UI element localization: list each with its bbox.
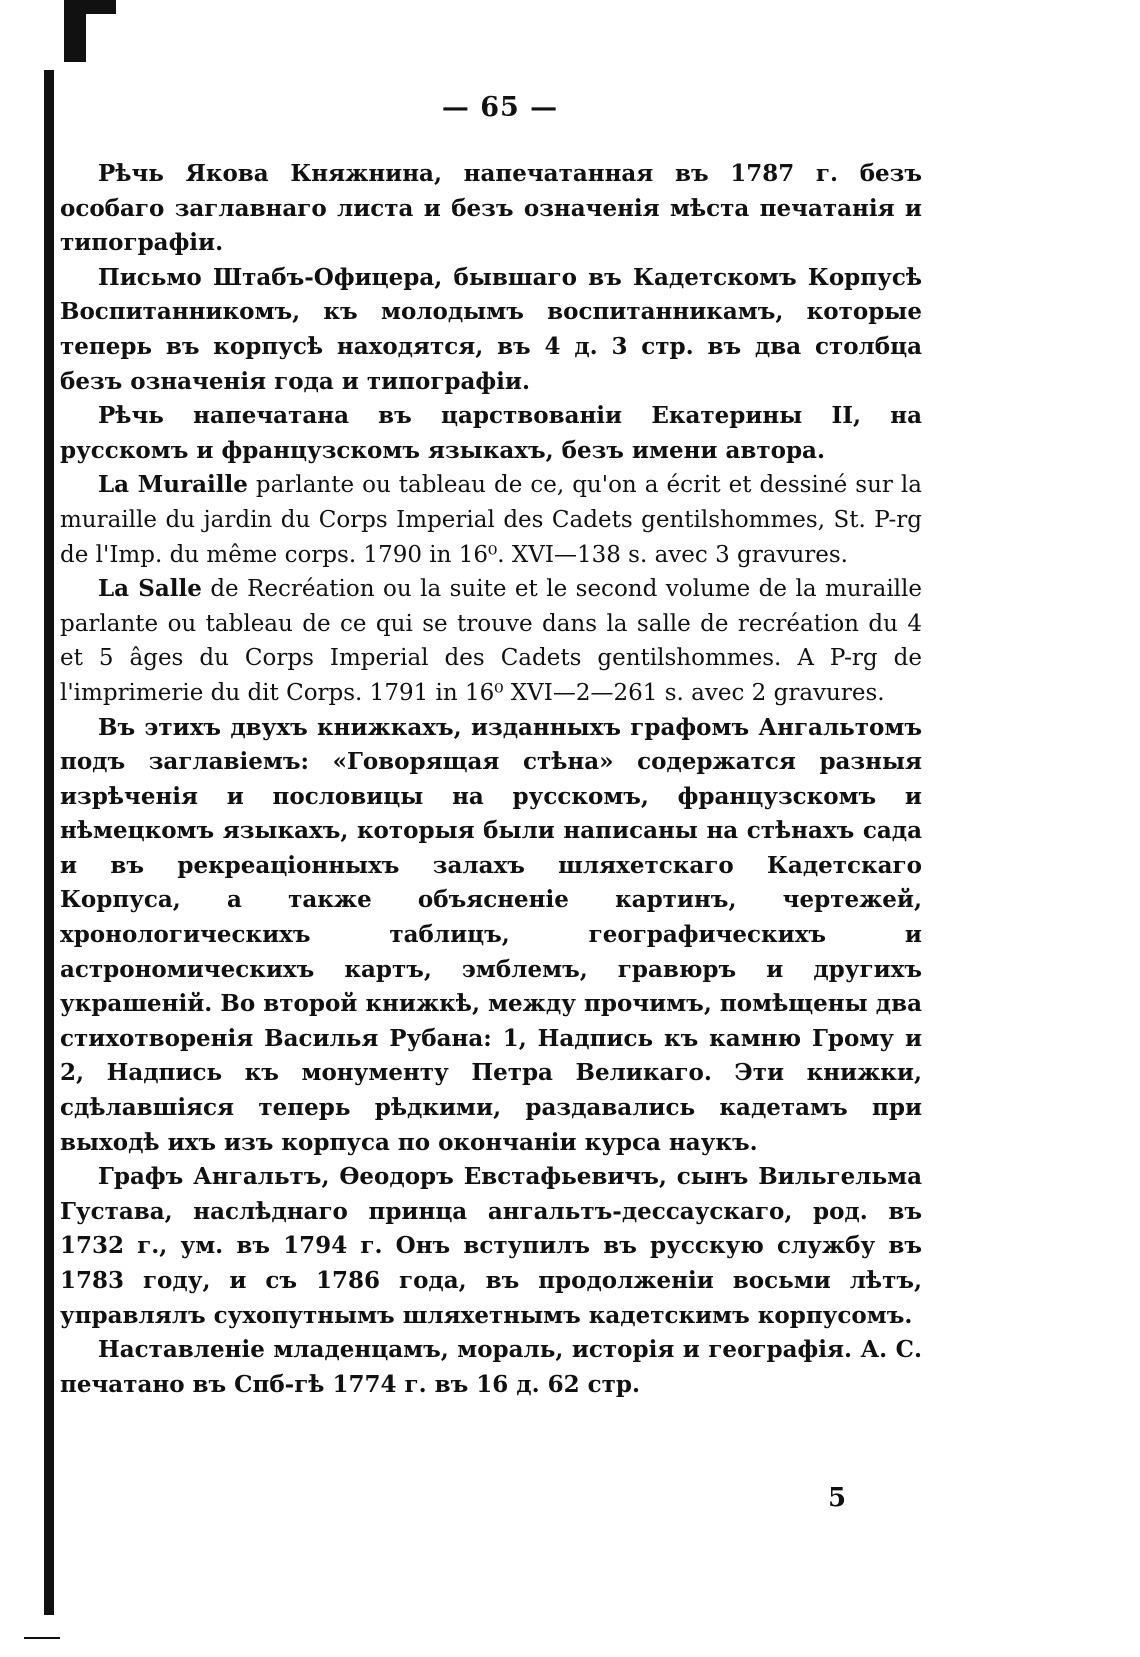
- paragraph-lead: La Muraille: [98, 471, 248, 499]
- paragraph-body: parlante ou tableau de ce, qu'on a écrit et dessiné sur la muraille du jardin du Corps Imperial des Cadets gentilshommes, St. P-rg de l'Imp. du même corps. 1790 in 16⁰. XVI—138 s. avec 3 gravures.: [60, 472, 922, 568]
- bottom-rule: [24, 1637, 60, 1639]
- paragraph-staff-officer-letter: Письмо Штабъ-Офицера, бывшаго въ Кадетскомъ Корпусѣ Воспитанникомъ, къ молодымъ воспитанникамъ, которые теперь въ корпусѣ находятся, въ 4 д. 3 стр. въ два столбца безъ означенія года и типографіи.: [60, 263, 922, 395]
- paragraph-instruction-children: Наставленіе младенцамъ, мораль, исторія и географія. А. С. печатано въ Спб-гѣ 1774 г. въ 16 д. 62 стр.: [60, 1336, 922, 1398]
- paragraph-lead: La Salle: [98, 575, 202, 603]
- paragraph-speech-catherine: Рѣчь напечатана въ царствованіи Екатерины II, на русскомъ и французскомъ языкахъ, безъ имени автора.: [60, 402, 922, 464]
- binding-edge: [44, 70, 54, 1615]
- binding-shadow-top: [64, 0, 86, 62]
- paragraph-kniazhnin-speech: Рѣчь Якова Княжнина, напечатанная въ 1787 г. безъ особаго заглавнаго листа и безъ означенія мѣста печатанія и типографіи.: [60, 160, 922, 257]
- paragraph-body: de Recréation ou la suite et le second volume de la muraille parlante ou tableau de ce qui se trouve dans la salle de recréation du 4 et 5 âges du Corps Imperial des Cadets gentilshommes. A P-rg de l'imprimerie du dit Corps. 1791 in 16⁰ XVI—2—261 s. avec 2 gravures.: [60, 576, 923, 706]
- paragraph-count-anhalt: Графъ Ангальтъ, Ѳеодоръ Евстафьевичъ, сынъ Вильгельма Густава, наслѣднаго принца ангальтъ-дессаускаго, род. въ 1732 г., ум. въ 1794 г. Онъ вступилъ въ русскую службу въ 1783 году, и съ 1786 года, въ продолженіи восьми лѣтъ, управлялъ сухопутнымъ шляхетнымъ кадетскимъ корпусомъ.: [60, 1163, 922, 1329]
- page-number: — 65 —: [441, 92, 559, 123]
- paragraph-muraille-parlante: [60, 468, 922, 572]
- body-text: [60, 157, 922, 1402]
- printer-signature-mark: 5: [828, 1483, 847, 1513]
- paragraph-talking-wall: Въ этихъ двухъ книжкахъ, изданныхъ графомъ Ангальтомъ подъ заглавіемъ: «Говорящая стѣна» содержатся разныя изрѣченія и пословицы на русскомъ, французскомъ и нѣмецкомъ языкахъ, которыя были написаны на стѣнахъ сада и въ рекреаціонныхъ залахъ шляхетскаго Кадетскаго Корпуса, а также объясненіе картинъ, чертежей, хронологическихъ таблицъ, географическихъ и астрономическихъ картъ, эмблемъ, гравюръ и другихъ украшеній. Во второй книжкѣ, между прочимъ, помѣщены два стихотворенія Василья Рубана: 1, Надпись къ камню Грому и 2, Надпись къ монументу Петра Великаго. Эти книжки, сдѣлавшіяся теперь рѣдкими, раздавались кадетамъ при выходѣ ихъ изъ корпуса по окончаніи курса наукъ.: [60, 713, 922, 1156]
- binding-shadow-flare: [86, 0, 116, 14]
- paragraph-salle-recreation: [60, 572, 922, 710]
